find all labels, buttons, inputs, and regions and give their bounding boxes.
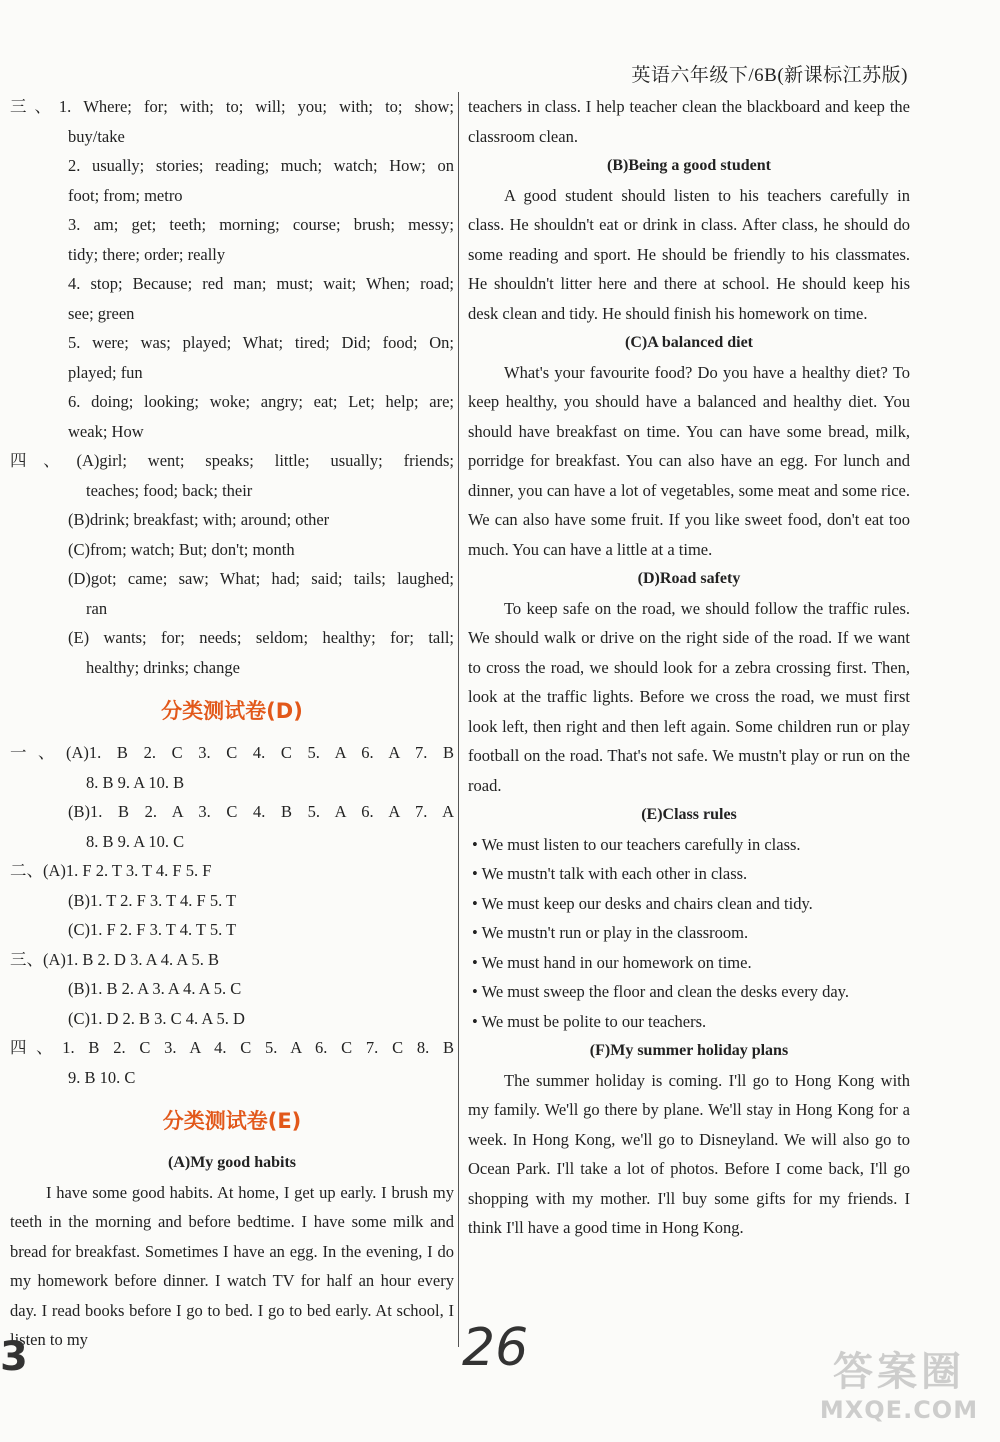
text-line: 2. usually; stories; reading; much; watch; How; on bbox=[68, 156, 454, 175]
passage-paragraph: What's your favourite food? Do you have a healthy diet? To keep healthy, you should have a balanced and healthy diet. You should have breakfast on time. You can have some bread, milk, porridge for breakfast. You can also have an egg. For lunch and dinner, you can have a lot of vegetables, some meat and some rice. We can also have some fruit. If you like sweet food, don't eat too much. You can have a little at a time. bbox=[468, 362, 910, 559]
column-divider bbox=[458, 92, 459, 1347]
rule-item: • We mustn't run or play in the classroom. bbox=[472, 923, 749, 942]
text-line: weak; How bbox=[68, 421, 144, 441]
text-line: 5. were; was; played; What; tired; Did; food; On; bbox=[68, 333, 454, 352]
watermark-url: MXQE.COM bbox=[819, 1396, 979, 1424]
rule-item: • We must be polite to our teachers. bbox=[472, 1011, 707, 1031]
text-line: 二、(A)1. F 2. T 3. T 4. F 5. F bbox=[10, 861, 212, 880]
text-line: 8. B 9. A 10. B bbox=[86, 772, 185, 792]
text-line: 9. B 10. C bbox=[68, 1067, 136, 1087]
passage-paragraph: The summer holiday is coming. I'll go to Hong Kong with my family. We'll go there by plane. We'll stay in Hong Kong for a week. In Hong Kong, we'll go to Disneyland. We will also go to Ocean Park. I'll take a lot of photos. Before I come back, I'll go shopping with my mother. I'll buy some gifts for my friends. I think I'll have a good time in Hong Kong. bbox=[468, 1070, 910, 1237]
text-line: (D)got; came; saw; What; had; said; tails; laughed; bbox=[68, 569, 454, 588]
text-line: played; fun bbox=[68, 362, 143, 382]
passage-title: (E)Class rules bbox=[641, 806, 737, 823]
text-line: ran bbox=[86, 598, 108, 618]
rule-item: • We must sweep the floor and clean the desks every day. bbox=[472, 982, 849, 1001]
text-line: 三、1. Where; for; with; to; will; you; with; to; show; bbox=[10, 97, 454, 116]
text-line: 三、(A)1. B 2. D 3. A 4. A 5. B bbox=[10, 949, 220, 969]
section-title: 分类测试卷(D) bbox=[161, 699, 303, 723]
handwritten-note: 26 bbox=[462, 1318, 529, 1378]
text-line: (B)1. B 2. A 3. C 4. B 5. A 6. A 7. A bbox=[68, 802, 454, 821]
passage-title: (D)Road safety bbox=[637, 570, 741, 587]
rule-item: • We must hand in our homework on time. bbox=[472, 952, 752, 972]
page-number: 3 bbox=[0, 1334, 28, 1380]
passage-paragraph: To keep safe on the road, we should follow the traffic rules. We should walk or drive on the right side of the road. If we want to cross the road, we should look for a zebra crossing first. Then, look at the traffic lights. Before we cross the road, we must first look left, then right and then left again. Some children run or play football on the road. That's not safe. We mustn't play or run on the road. bbox=[468, 598, 910, 795]
rule-item: • We mustn't talk with each other in class. bbox=[472, 864, 748, 883]
right-column bbox=[468, 92, 910, 1243]
text-line: teaches; food; back; their bbox=[86, 480, 253, 500]
passage-title: (A)My good habits bbox=[167, 1154, 296, 1171]
text-line: (B)drink; breakfast; with; around; other bbox=[68, 510, 330, 529]
text-line: (C)from; watch; But; don't; month bbox=[68, 539, 295, 559]
text-line: healthy; drinks; change bbox=[86, 657, 240, 677]
left-column bbox=[10, 92, 454, 1355]
rule-item: • We must keep our desks and chairs clean and tidy. bbox=[472, 893, 813, 913]
text-line: 四、1. B 2. C 3. A 4. C 5. A 6. C 7. C 8. B bbox=[10, 1038, 454, 1057]
text-line: tidy; there; order; really bbox=[68, 244, 226, 264]
passage-title: (C)A balanced diet bbox=[625, 334, 753, 351]
text-line: (C)1. D 2. B 3. C 4. A 5. D bbox=[68, 1008, 245, 1028]
text-line: 四、(A)girl; went; speaks; little; usually; friends; bbox=[10, 451, 454, 470]
text-line: see; green bbox=[68, 303, 135, 323]
watermark bbox=[804, 1348, 994, 1434]
passage-title: (B)Being a good student bbox=[606, 157, 772, 174]
text-line: foot; from; metro bbox=[68, 185, 183, 205]
text-line: (E) wants; for; needs; seldom; healthy; for; tall; bbox=[68, 628, 454, 647]
section-title: 分类测试卷(E) bbox=[162, 1109, 302, 1133]
text-line: 3. am; get; teeth; morning; course; brush; messy; bbox=[68, 215, 454, 234]
passage-paragraph: teachers in class. I help teacher clean the blackboard and keep the classroom clean. bbox=[468, 97, 910, 146]
text-line: 一、(A)1. B 2. C 3. C 4. C 5. A 6. A 7. B bbox=[10, 743, 454, 762]
page-header: 英语六年级下/6B(新课标江苏版) bbox=[631, 65, 908, 86]
text-line: (C)1. F 2. F 3. T 4. T 5. T bbox=[68, 920, 237, 939]
passage-paragraph: A good student should listen to his teachers carefully in class. He shouldn't eat or drink in class. After class, he should do some reading and sport. He should be friendly to his classmates. He shouldn't litter here and there at school. He should keep his desk clean and tidy. He should finish his homework on time. bbox=[468, 185, 910, 323]
text-line: 8. B 9. A 10. C bbox=[86, 831, 185, 851]
text-line: (B)1. T 2. F 3. T 4. F 5. T bbox=[68, 890, 237, 910]
rule-item: • We must listen to our teachers carefully in class. bbox=[472, 834, 801, 854]
text-line: 4. stop; Because; red man; must; wait; When; road; bbox=[68, 274, 454, 293]
text-line: buy/take bbox=[68, 126, 125, 146]
text-line: 6. doing; looking; woke; angry; eat; Let; help; are; bbox=[68, 392, 454, 411]
passage-paragraph: I have some good habits. At home, I get up early. I brush my teeth in the morning and before bedtime. I have some milk and bread for breakfast. Sometimes I have an egg. In the evening, I do my homework before dinner. I watch TV for half an hour every day. I read books before I go to bed. I go to bed early. At school, I listen to my bbox=[10, 1182, 454, 1349]
text-line: (B)1. B 2. A 3. A 4. A 5. C bbox=[68, 979, 242, 998]
watermark-logo-text: 答案圈 bbox=[833, 1349, 965, 1395]
passage-title: (F)My summer holiday plans bbox=[589, 1042, 789, 1059]
